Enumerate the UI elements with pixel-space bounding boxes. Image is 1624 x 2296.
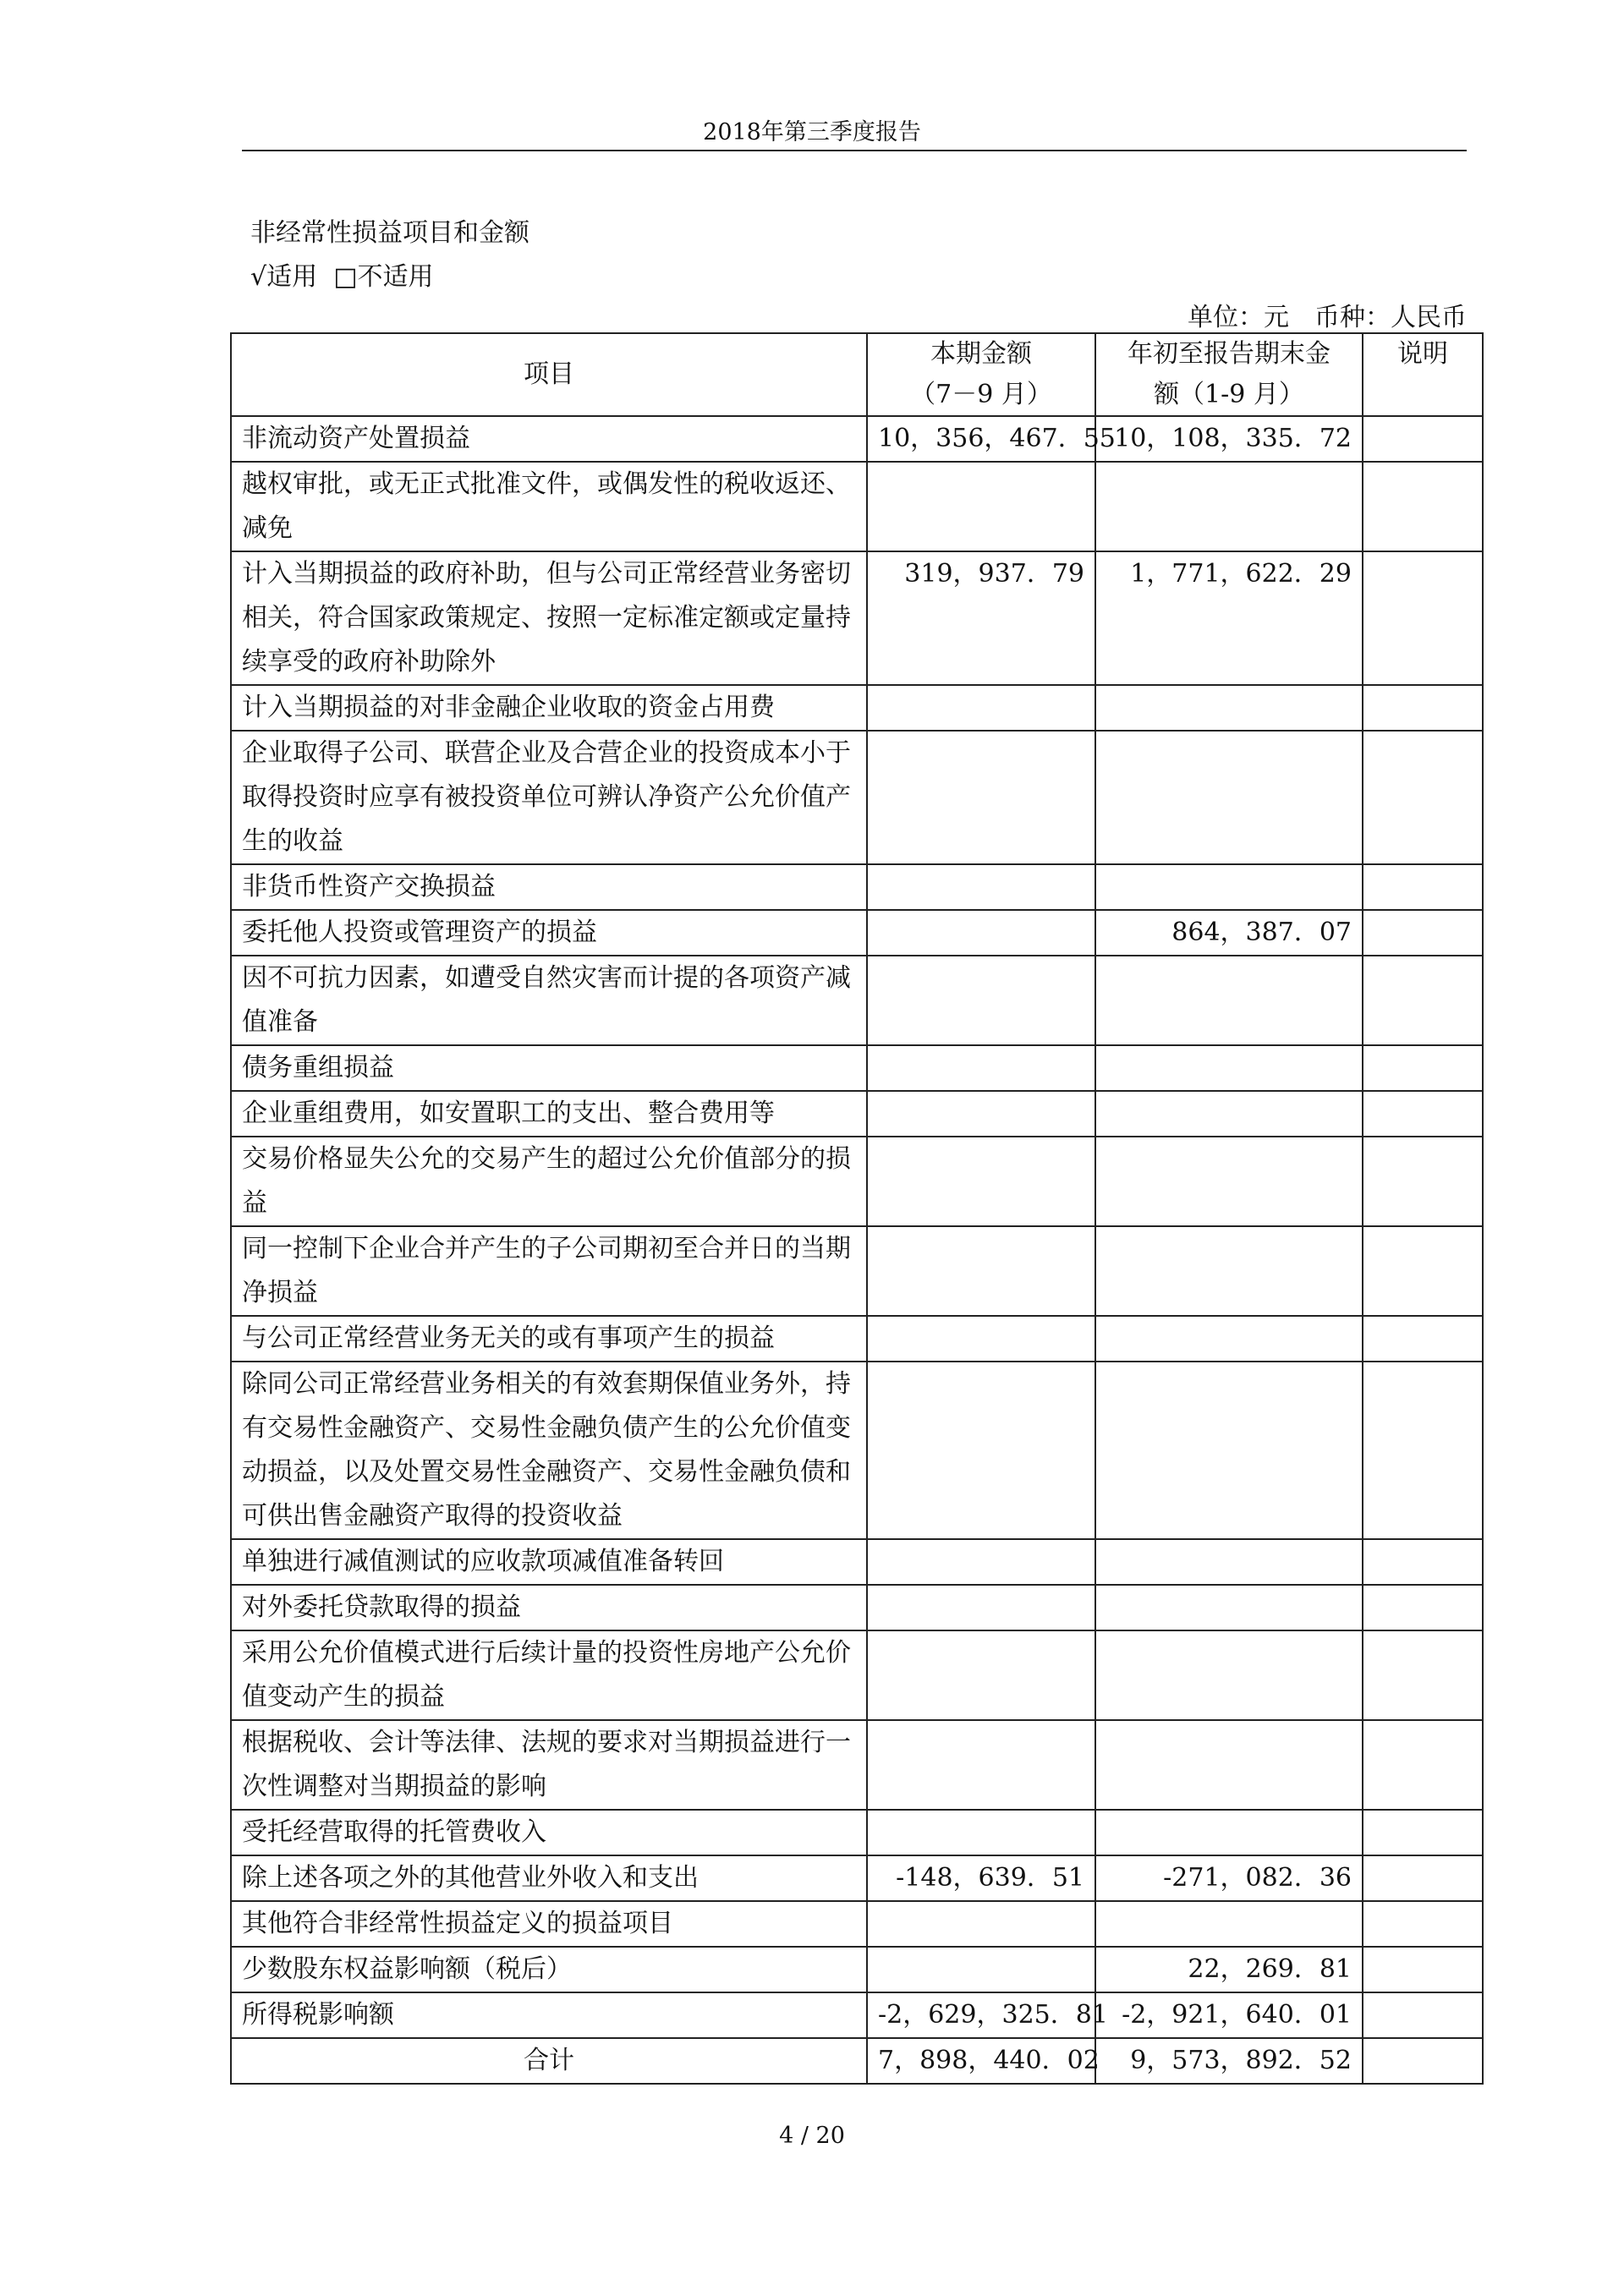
total-current: 7，898，440．02 <box>867 2038 1095 2084</box>
row-ytd-amount: 1，771，622．29 <box>1095 551 1363 685</box>
row-ytd-amount <box>1095 1901 1363 1947</box>
row-item-label: 同一控制下企业合并产生的子公司期初至合并日的当期净损益 <box>231 1226 867 1316</box>
table-row <box>231 1630 1483 1720</box>
row-note <box>1363 685 1483 731</box>
table-row <box>231 1045 1483 1091</box>
row-note <box>1363 1316 1483 1362</box>
row-current-amount <box>867 1316 1095 1362</box>
row-ytd-amount: 22，269．81 <box>1095 1947 1363 1992</box>
table-row <box>231 462 1483 551</box>
row-current-amount <box>867 864 1095 910</box>
table-row <box>231 731 1483 864</box>
table-row <box>231 1855 1483 1901</box>
header-note: 说明 <box>1363 333 1483 416</box>
table-row <box>231 685 1483 731</box>
row-ytd-amount <box>1095 1362 1363 1539</box>
header-ytd-line1: 年初至报告期末金 <box>1127 339 1330 369</box>
row-item-label: 计入当期损益的政府补助，但与公司正常经营业务密切相关，符合国家政策规定、按照一定标准定额或定量持续享受的政府补助除外 <box>231 551 867 685</box>
row-note <box>1363 1585 1483 1630</box>
table-row <box>231 1720 1483 1810</box>
row-item-label: 所得税影响额 <box>231 1992 867 2038</box>
table-row <box>231 1137 1483 1226</box>
table-row <box>231 1585 1483 1630</box>
table-header-row <box>231 333 1483 416</box>
row-ytd-amount <box>1095 462 1363 551</box>
row-note <box>1363 1045 1483 1091</box>
row-ytd-amount <box>1095 1539 1363 1585</box>
row-ytd-amount <box>1095 1137 1363 1226</box>
row-ytd-amount <box>1095 1810 1363 1855</box>
row-note <box>1363 910 1483 956</box>
header-current-line2: （7－9 月） <box>910 380 1052 409</box>
total-ytd: 9，573，892．52 <box>1095 2038 1363 2084</box>
row-note <box>1363 1539 1483 1585</box>
table-row <box>231 416 1483 462</box>
row-item-label: 其他符合非经常性损益定义的损益项目 <box>231 1901 867 1947</box>
row-item-label: 受托经营取得的托管费收入 <box>231 1810 867 1855</box>
table-row <box>231 1901 1483 1947</box>
table-row <box>231 1539 1483 1585</box>
row-note <box>1363 1810 1483 1855</box>
row-current-amount <box>867 1630 1095 1720</box>
row-note <box>1363 864 1483 910</box>
table-row <box>231 910 1483 956</box>
row-ytd-amount: -2，921，640．01 <box>1095 1992 1363 2038</box>
header-divider <box>242 150 1467 151</box>
row-ytd-amount <box>1095 1316 1363 1362</box>
row-ytd-amount <box>1095 731 1363 864</box>
header-ytd-line2: 额（1-9 月） <box>1154 380 1304 409</box>
row-item-label: 与公司正常经营业务无关的或有事项产生的损益 <box>231 1316 867 1362</box>
row-ytd-amount <box>1095 1585 1363 1630</box>
row-current-amount: 319，937．79 <box>867 551 1095 685</box>
row-note <box>1363 956 1483 1045</box>
row-current-amount <box>867 1137 1095 1226</box>
row-note <box>1363 1720 1483 1810</box>
row-item-label: 单独进行减值测试的应收款项减值准备转回 <box>231 1539 867 1585</box>
row-current-amount <box>867 1901 1095 1947</box>
header-item: 项目 <box>231 333 867 416</box>
row-ytd-amount: 864，387．07 <box>1095 910 1363 956</box>
row-note <box>1363 1992 1483 2038</box>
row-item-label: 债务重组损益 <box>231 1045 867 1091</box>
row-ytd-amount: 10，108，335．72 <box>1095 416 1363 462</box>
report-header-title: 2018年第三季度报告 <box>703 119 921 145</box>
row-item-label: 非货币性资产交换损益 <box>231 864 867 910</box>
table-row <box>231 956 1483 1045</box>
table-row <box>231 1810 1483 1855</box>
row-current-amount <box>867 956 1095 1045</box>
row-note <box>1363 1901 1483 1947</box>
table-row <box>231 551 1483 685</box>
row-current-amount <box>867 685 1095 731</box>
row-ytd-amount <box>1095 1720 1363 1810</box>
row-ytd-amount <box>1095 864 1363 910</box>
row-note <box>1363 1362 1483 1539</box>
row-current-amount: -148，639．51 <box>867 1855 1095 1901</box>
row-note <box>1363 1947 1483 1992</box>
row-current-amount <box>867 1362 1095 1539</box>
row-current-amount <box>867 1045 1095 1091</box>
unit-currency-note: 单位：元 币种：人民币 <box>1188 303 1467 332</box>
row-ytd-amount <box>1095 1226 1363 1316</box>
section-title: 非经常性损益项目和金额 <box>250 218 529 248</box>
table-row <box>231 1226 1483 1316</box>
row-ytd-amount <box>1095 1091 1363 1137</box>
row-note <box>1363 462 1483 551</box>
table-row <box>231 1091 1483 1137</box>
row-ytd-amount <box>1095 685 1363 731</box>
row-current-amount <box>867 1720 1095 1810</box>
row-item-label: 计入当期损益的对非金融企业收取的资金占用费 <box>231 685 867 731</box>
row-note <box>1363 1855 1483 1901</box>
row-note <box>1363 1091 1483 1137</box>
applicable-option: √适用 <box>250 262 318 292</box>
row-ytd-amount: -271，082．36 <box>1095 1855 1363 1901</box>
row-item-label: 因不可抗力因素，如遭受自然灾害而计提的各项资产减值准备 <box>231 956 867 1045</box>
row-note <box>1363 731 1483 864</box>
row-ytd-amount <box>1095 1630 1363 1720</box>
row-item-label: 委托他人投资或管理资产的损益 <box>231 910 867 956</box>
header-current-line1: 本期金额 <box>930 339 1032 369</box>
row-current-amount: 10，356，467．55 <box>867 416 1095 462</box>
total-label: 合计 <box>231 2038 867 2084</box>
row-current-amount <box>867 1585 1095 1630</box>
page-number: 4 / 20 <box>779 2123 845 2149</box>
row-item-label: 少数股东权益影响额（税后） <box>231 1947 867 1992</box>
table-total-row <box>231 2038 1483 2084</box>
row-item-label: 除同公司正常经营业务相关的有效套期保值业务外，持有交易性金融资产、交易性金融负债产生的公允价值变动损益，以及处置交易性金融资产、交易性金融负债和可供出售金融资产取得的投资收益 <box>231 1362 867 1539</box>
table-row <box>231 1316 1483 1362</box>
row-current-amount: -2，629，325．81 <box>867 1992 1095 2038</box>
row-item-label: 企业取得子公司、联营企业及合营企业的投资成本小于取得投资时应享有被投资单位可辨认净资产公允价值产生的收益 <box>231 731 867 864</box>
table-body <box>231 416 1483 2038</box>
row-ytd-amount <box>1095 1045 1363 1091</box>
row-item-label: 非流动资产处置损益 <box>231 416 867 462</box>
total-note <box>1363 2038 1483 2084</box>
row-note <box>1363 416 1483 462</box>
row-current-amount <box>867 1810 1095 1855</box>
row-current-amount <box>867 1226 1095 1316</box>
table-row <box>231 1992 1483 2038</box>
table-row <box>231 1362 1483 1539</box>
row-note <box>1363 1226 1483 1316</box>
table-row <box>231 1947 1483 1992</box>
row-item-label: 对外委托贷款取得的损益 <box>231 1585 867 1630</box>
not-applicable-option: □不适用 <box>333 262 434 292</box>
row-current-amount <box>867 462 1095 551</box>
row-item-label: 除上述各项之外的其他营业外收入和支出 <box>231 1855 867 1901</box>
header-ytd <box>1095 333 1363 416</box>
row-item-label: 越权审批，或无正式批准文件，或偶发性的税收返还、减免 <box>231 462 867 551</box>
table-row <box>231 864 1483 910</box>
row-current-amount <box>867 910 1095 956</box>
row-note <box>1363 1630 1483 1720</box>
row-current-amount <box>867 1947 1095 1992</box>
row-item-label: 企业重组费用，如安置职工的支出、整合费用等 <box>231 1091 867 1137</box>
row-current-amount <box>867 731 1095 864</box>
row-item-label: 根据税收、会计等法律、法规的要求对当期损益进行一次性调整对当期损益的影响 <box>231 1720 867 1810</box>
row-item-label: 交易价格显失公允的交易产生的超过公允价值部分的损益 <box>231 1137 867 1226</box>
non-recurring-gains-table <box>230 332 1484 2085</box>
row-note <box>1363 1137 1483 1226</box>
header-current-period <box>867 333 1095 416</box>
row-current-amount <box>867 1091 1095 1137</box>
row-current-amount <box>867 1539 1095 1585</box>
row-note <box>1363 551 1483 685</box>
applicability-line <box>250 255 434 293</box>
row-ytd-amount <box>1095 956 1363 1045</box>
row-item-label: 采用公允价值模式进行后续计量的投资性房地产公允价值变动产生的损益 <box>231 1630 867 1720</box>
